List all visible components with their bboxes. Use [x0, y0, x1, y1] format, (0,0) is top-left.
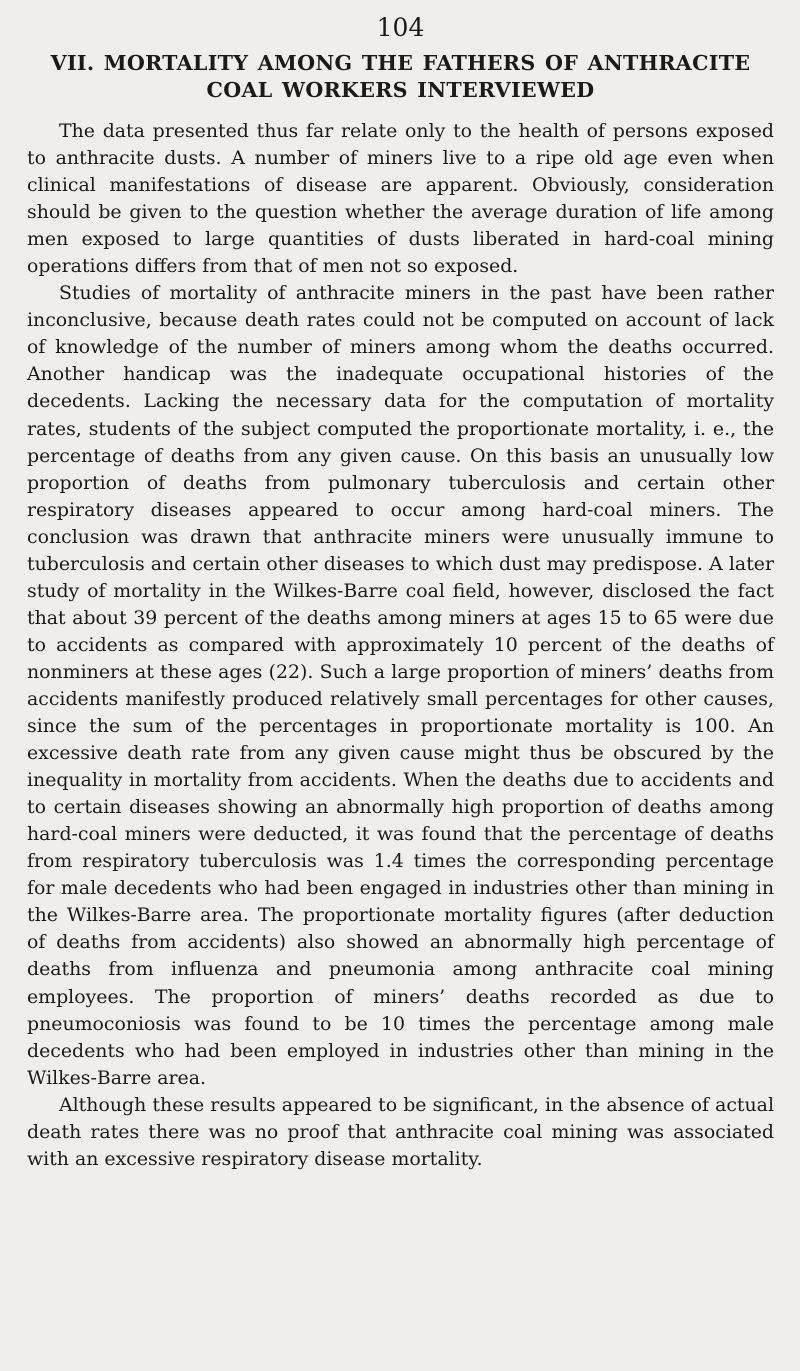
paragraph-2: Studies of mortality of anthracite miners in the past have been rather inconclusive, because death rates could not be computed on account of lack of knowledge of the number of miners among whom the deaths occurred. Another handicap was the inadequate occupational histories of the decedents. Lacking the necessary data for the computation of mortality rates, students of the subject computed the proportionate mortality, i. e., the percentage of deaths from any given cause. On this basis an unusually low proportion of deaths from pulmonary tuberculosis and certain other respiratory diseases appeared to occur among hard-coal miners. The conclusion was drawn that anthracite miners were unusually immune to tuberculosis and certain other diseases to which dust may predispose. A later study of mortality in the Wilkes-Barre coal field, however, disclosed the fact that about 39 percent of the deaths among miners at ages 15 to 65 were due to accidents as compared with approximately 10 percent of the deaths of nonminers at these ages (22). Such a large proportion of miners’ deaths from accidents manifestly produced relatively small percentages for other causes, since the sum of the percentages in proportionate mortality is 100. An excessive death rate from any given cause might thus be obscured by the inequality in mortality from accidents. When the deaths due to accidents and to certain diseases showing an abnormally high proportion of deaths among hard-coal miners were deducted, it was found that the percentage of deaths from respiratory tuberculosis was 1.4 times the corresponding percentage for male decedents who had been engaged in industries other than mining in the Wilkes-Barre area. The proportionate mortality figures (after deduction of deaths from accidents) also showed an abnormally high percentage of deaths from influenza and pneumonia among anthracite coal mining employees. The proportion of miners’ deaths recorded as due to pneumoconiosis was found to be 10 times the percentage among male decedents who had been employed in industries other than mining in the Wilkes-Barre area.: [27, 282, 774, 1089]
paragraph-1: The data presented thus far relate only to the health of persons exposed to anthracite dusts. A number of miners live to a ripe old age even when clinical manifestations of disease are apparent. Obviously, consideration should be given to the question whether the average duration of life among men exposed to large quantities of dusts liberated in hard-coal mining operations differs from that of men not so exposed.: [27, 120, 774, 278]
paragraph-3: Although these results appeared to be significant, in the absence of actual death rates there was no proof that anthracite coal mining was associated with an excessive respiratory disease mortality.: [27, 1093, 774, 1170]
section-heading-line-1: VII. MORTALITY AMONG THE FATHERS OF ANTHRACITE: [50, 51, 751, 75]
page-number: 104: [376, 13, 425, 42]
section-heading: [27, 50, 774, 104]
section-heading-line-2: COAL WORKERS INTERVIEWED: [206, 78, 595, 102]
